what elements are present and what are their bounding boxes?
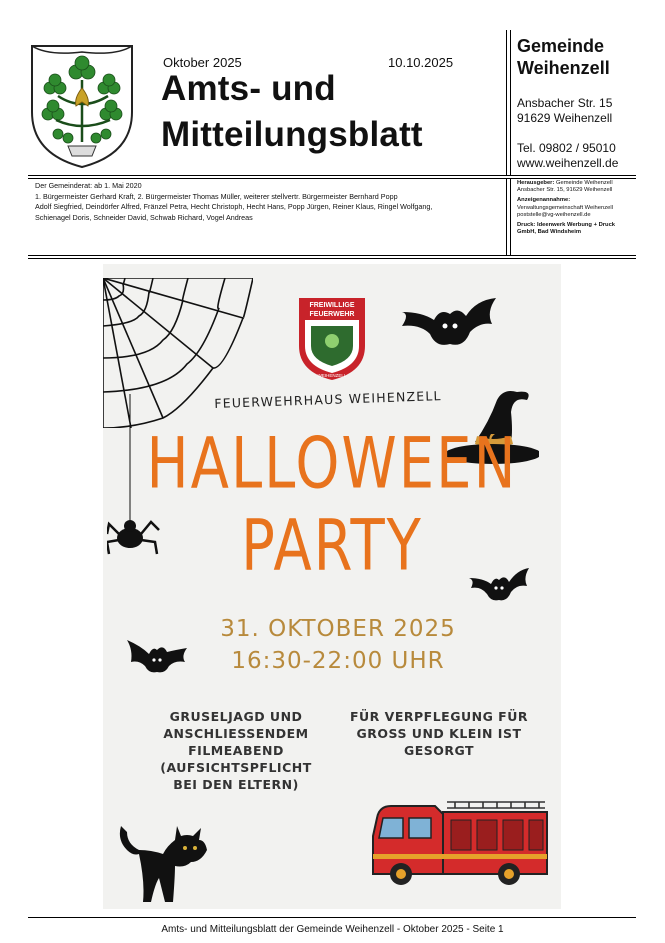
catering-line: GESORGT xyxy=(403,743,475,758)
council-members xyxy=(35,181,505,223)
imprint-ads xyxy=(517,197,635,219)
header-divider xyxy=(510,30,511,175)
divider xyxy=(28,258,636,259)
activity-line: (AUFSICHTSPFLICHT xyxy=(160,760,312,775)
header-divider xyxy=(506,30,507,175)
council-heading: Der Gemeinderat: ab 1. Mai 2020 xyxy=(35,181,142,190)
municipality-name xyxy=(517,35,610,79)
event-date: 31. OKTOBER 2025 xyxy=(220,616,456,642)
print-value: Ideenwerk Werbung + Druck GmbH, Bad Windsheim xyxy=(517,222,616,236)
activity-line: GRUSELJAGD UND xyxy=(169,709,303,724)
municipality-contact xyxy=(517,141,618,171)
ads-email-link[interactable]: poststelle@vg-weihenzell.de xyxy=(517,211,591,218)
event-title: HALLOWEEN xyxy=(146,423,518,506)
municipal-coat-of-arms xyxy=(28,42,136,170)
divider xyxy=(28,178,636,179)
activity-line: FILMEABEND xyxy=(188,743,284,758)
issue-date: 10.10.2025 xyxy=(388,55,454,70)
badge-line1: FREIWILLIGE xyxy=(309,302,355,309)
divider xyxy=(28,255,636,256)
activity-line: ANSCHLIESSENDEM xyxy=(163,726,309,741)
imprint-publisher xyxy=(517,180,635,194)
council-members-line: Adolf Siegfried, Deindörfer Alfred, Fränzel Petra, Hecht Christoph, Hecht Hans, Popp Jürgen, Reiner Klaus, Ringel Wolfgang, xyxy=(35,202,433,211)
black-cat-icon xyxy=(115,822,209,904)
fire-department-badge xyxy=(297,296,367,382)
municipality-name-line2: Weihenzell xyxy=(517,58,610,78)
footer-divider xyxy=(28,917,636,918)
website-link[interactable]: www.weihenzell.de xyxy=(517,156,619,170)
venue: FEUERWEHRHAUS WEIHENZELL xyxy=(214,388,442,411)
street: Ansbacher Str. 15 xyxy=(517,96,613,110)
publisher-label: Herausgeber: xyxy=(517,180,555,186)
catering-line: FÜR VERPFLEGUNG FÜR xyxy=(349,709,528,724)
issue-month: Oktober 2025 xyxy=(163,55,242,70)
imprint-divider xyxy=(510,178,511,256)
activity-line: BEI DEN ELTERN) xyxy=(173,777,299,792)
municipality-address xyxy=(517,96,612,126)
imprint xyxy=(517,180,635,239)
ads-value: Verwaltungsgemeinschaft Weihenzell xyxy=(517,204,613,211)
phone: Tel. 09802 / 95010 xyxy=(517,141,616,155)
council-mayors: 1. Bürgermeister Gerhard Kraft, 2. Bürgermeister Thomas Müller, weiterer stellvertr. Bürgermeister Bernhard Popp xyxy=(35,191,398,201)
page-title-line2: Mitteilungsblatt xyxy=(161,115,423,154)
catering-line: GROSS UND KLEIN IST xyxy=(356,726,522,741)
publisher-value: Gemeinde Weihenzell xyxy=(556,180,613,186)
municipality-name-line1: Gemeinde xyxy=(517,36,605,56)
fire-truck-icon xyxy=(369,796,551,888)
bat-icon xyxy=(469,568,531,604)
badge-line2: FEUERWEHR xyxy=(309,311,355,318)
divider xyxy=(28,175,636,176)
activity-description xyxy=(141,708,331,793)
halloween-poster xyxy=(103,264,561,909)
bat-icon xyxy=(400,298,498,350)
catering-description xyxy=(329,708,549,759)
page-title-line1: Amts- und xyxy=(161,69,336,108)
imprint-divider xyxy=(506,178,507,256)
page-footer: Amts- und Mitteilungsblatt der Gemeinde Weihenzell - Oktober 2025 - Seite 1 xyxy=(161,924,504,935)
publisher-address: Ansbacher Str. 15, 91629 Weihenzell xyxy=(517,187,613,194)
ads-label: Anzeigenannahme: xyxy=(517,197,571,204)
print-label: Druck: xyxy=(517,222,536,229)
city: 91629 Weihenzell xyxy=(517,111,613,125)
council-members-line: Schienagel Doris, Schneider David, Schwab Richard, Vogel Andreas xyxy=(35,212,253,222)
event-subtitle: PARTY xyxy=(241,505,423,588)
imprint-print xyxy=(517,222,635,236)
event-time: 16:30-22:00 UHR xyxy=(231,648,445,674)
badge-line3: WEIHENZELL xyxy=(317,373,347,378)
